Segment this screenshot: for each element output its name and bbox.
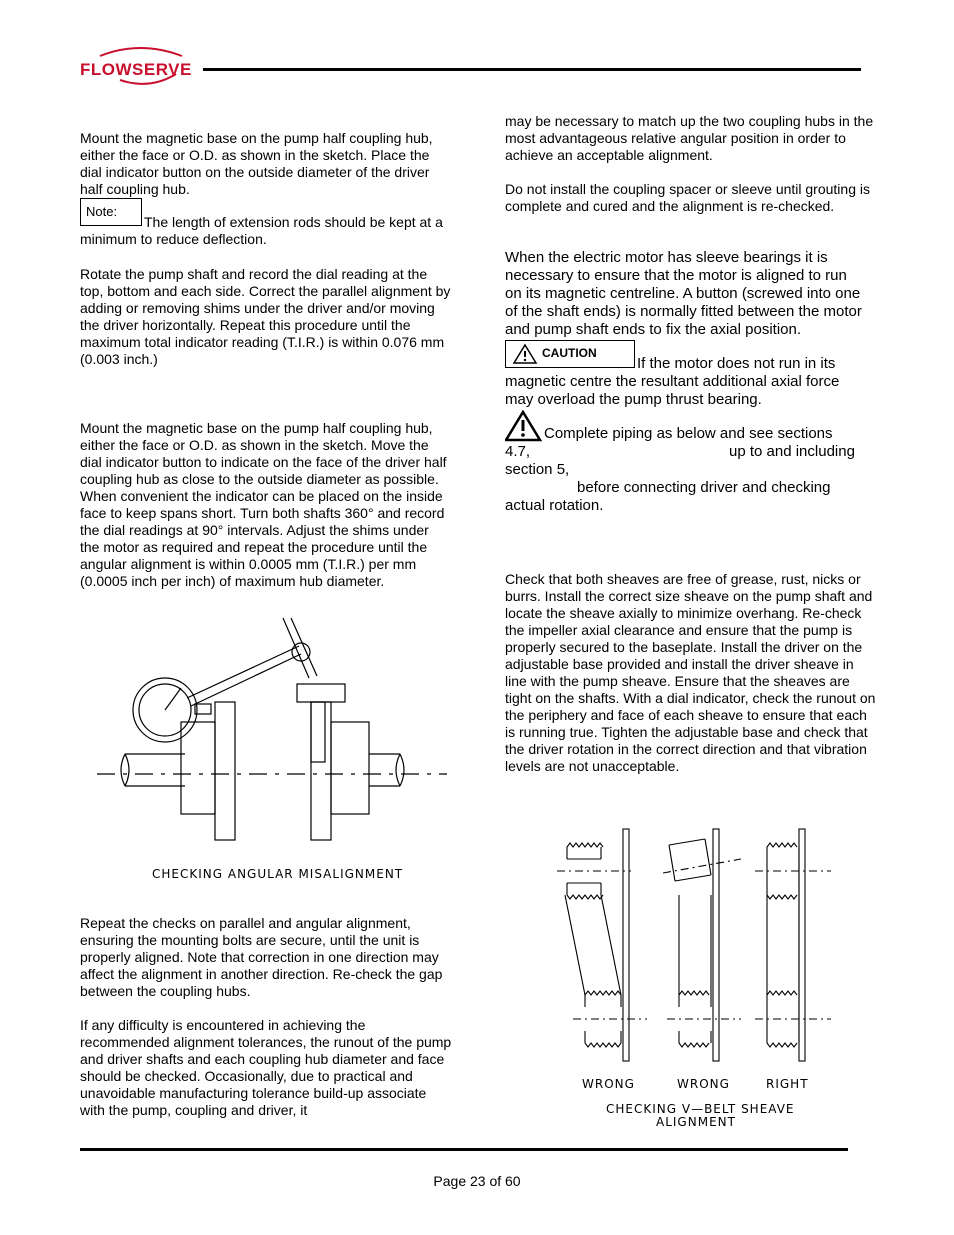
fig-label-right: RIGHT [766, 1077, 809, 1091]
vbelt-caption-2: ALIGNMENT [656, 1115, 736, 1129]
paragraph-repeat-checks: Repeat the checks on parallel and angular alignment, ensuring the mounting bolts are secure, until the unit is properly aligned. Note that correction in one direction may affect the alignment in another direction. Re-check the gap between the coupling hubs. [80, 915, 443, 999]
paragraph-difficulty: If any difficulty is encountered in achieving the recommended alignment tolerances, the runout of the pump and driver shafts and each coupling hub diameter and face should be checked. Occasionally, due to practical and unavoidable manufacturing tolerance build-up associate with the pump, coupling and driver, it [80, 1017, 452, 1118]
footer-rule [80, 1148, 848, 1151]
warning-line-5: actual rotation. [505, 497, 604, 514]
caution-label: CAUTION [542, 346, 597, 360]
paragraph-parallel-rotate: Rotate the pump shaft and record the dial reading at the top, bottom and each side. Correct the parallel alignment by adding or removing shims under the driver and/or moving the driver horizontally. Repeat this procedure until the maximum total indicator reading (T.I.R.) is within 0.076 mm (0.003 inch.) [80, 266, 451, 367]
paragraph-hub-match: may be necessary to match up the two coupling hubs in the most advantageous relative angular position in order to achieve an acceptable alignment. [505, 113, 874, 163]
paragraph-angular-mount: Mount the magnetic base on the pump half coupling hub, either the face or O.D. as shown in the sketch. Move the dial indicator button to indicate on the face of the driver half coupling hub as close to the outside diameter as possible. When convenient the indicator can be placed on the inside face to keep spans short. Turn both shafts 360° and record the dial readings at 90° intervals. Adjust the shims under the motor as required and repeat the procedure until the angular alignment is within 0.0005 mm (T.I.R.) per mm (0.0005 inch per inch) of maximum hub diameter. [80, 420, 447, 589]
angular-figure-caption: CHECKING ANGULAR MISALIGNMENT [152, 867, 404, 881]
vbelt-sheave-figure [555, 825, 835, 1065]
logo-text: FLOWSERVE [80, 60, 192, 79]
left-column [80, 130, 452, 247]
warning-line-2a: 4.7, [505, 443, 531, 460]
paragraph-sleeve-bearings: When the electric motor has sleeve bearings it is necessary to ensure that the motor is aligned to run on its magnetic centreline. A button (screwed into one of the shaft ends) is normally fitted between the motor and pump shaft ends to fix the axial position. [505, 249, 862, 338]
caution-text: If the motor does not run in its magnetic centre the resultant additional axial force may overload the pump thrust bearing. [505, 355, 840, 408]
fig-label-wrong-1: WRONG [582, 1077, 635, 1091]
flowserve-logo [80, 44, 198, 88]
paragraph-spacer: Do not install the coupling spacer or sleeve until grouting is complete and cured and the alignment is re-checked. [505, 181, 870, 214]
paragraph-parallel-mount: Mount the magnetic base on the pump half coupling hub, either the face or O.D. as shown in the sketch. Place the dial indicator button on the outside diameter of the driver half coupling hub. [80, 130, 433, 197]
warning-line-1: Complete piping as below and see sections [544, 425, 833, 442]
warning-triangle-icon [505, 410, 543, 442]
warning-line-3: section 5, [505, 461, 570, 478]
note-text: The length of extension rods should be kept at a minimum to reduce deflection. [80, 214, 443, 247]
warning-line-2b: up to and including [729, 443, 855, 460]
page-number: Page 23 of 60 [433, 1173, 521, 1189]
paragraph-sheaves: Check that both sheaves are free of grease, rust, nicks or burrs. Install the correct size sheave on the pump shaft and locate the sheave axially to minimize overhang. Re-check the impeller axial clearance and ensure that the pump is properly secured to the baseplate. Install the driver on the adjustable base provided and install the driver sheave in line with the pump sheave. Ensure that the sheaves are tight on the shafts. With a dial indicator, check the runout on the periphery and face of each sheave to ensure that each is running true. Tighten the adjustable base and check that the driver rotation in the correct direction and that vibration levels are not unacceptable. [505, 571, 876, 774]
fig-label-wrong-2: WRONG [677, 1077, 730, 1091]
header-rule [203, 68, 861, 71]
vbelt-caption-1: CHECKING V—BELT SHEAVE [606, 1102, 795, 1116]
warning-line-4: before connecting driver and checking [577, 479, 831, 496]
angular-misalignment-figure [95, 618, 450, 850]
note-label: Note: [86, 204, 118, 219]
